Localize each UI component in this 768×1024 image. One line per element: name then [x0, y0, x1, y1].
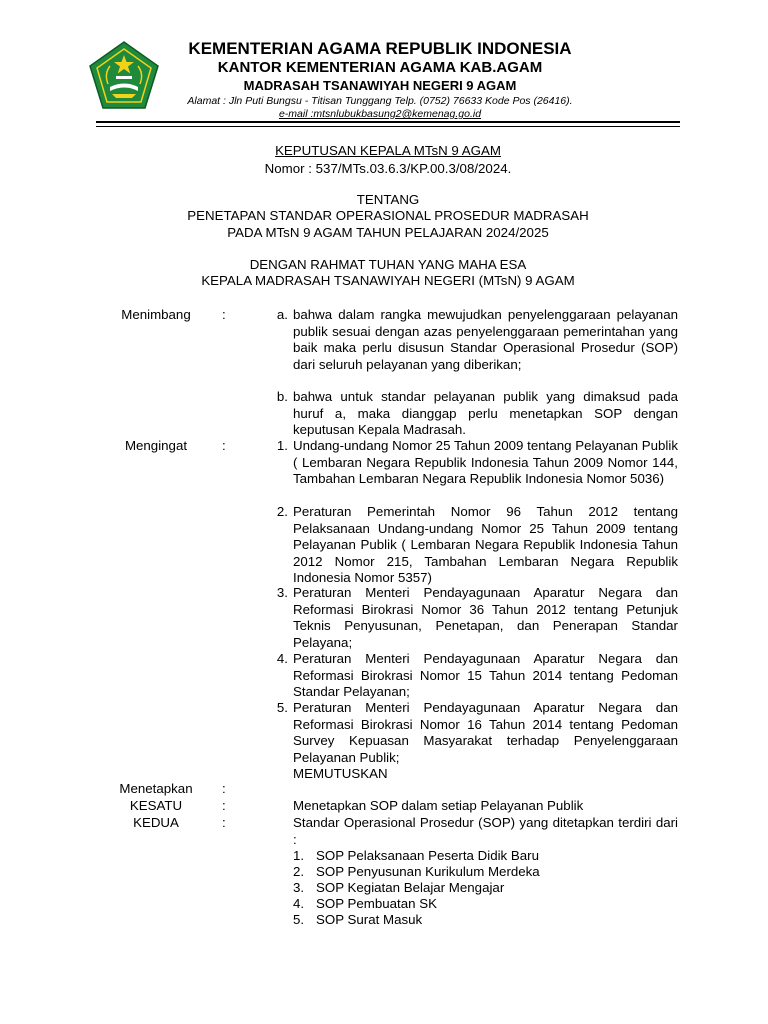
menimbang-label: Menimbang [121, 307, 191, 322]
mengingat-item-5: Peraturan Menteri Pendayagunaan Aparatur Negara dan Reformasi Birokrasi Nomor 16 Tahun 2014 tentang Pedoman Survey Kepuasan Masyarakat terhadap Penyelenggaraan Pelayanan Publik; [293, 700, 678, 765]
mengingat-colon: : [222, 438, 226, 453]
kesatu-colon: : [222, 798, 226, 813]
sop-marker: 2. [293, 864, 305, 879]
sop-item: SOP Penyusunan Kurikulum Merdeka [316, 864, 540, 879]
decree-number: Nomor : 537/MTs.03.6.3/KP.00.3/08/2024. [264, 161, 512, 176]
sop-marker: 5. [293, 912, 305, 927]
letterhead-ministry: KEMENTERIAN AGAMA REPUBLIK INDONESIA [188, 39, 572, 58]
menimbang-marker-b: b. [276, 389, 288, 404]
sop-item: SOP Surat Masuk [316, 912, 423, 927]
memutuskan-heading: MEMUTUSKAN [293, 766, 388, 781]
kesatu-label: KESATU [129, 798, 183, 813]
menimbang-colon: : [222, 307, 226, 322]
mengingat-item-3: Peraturan Menteri Pendayagunaan Aparatur Negara dan Reformasi Birokrasi Nomor 36 Tahun 2012 tentang Petunjuk Teknis Penyusunan, Penetapan, dan Penerapan Standar Pelayana; [293, 585, 678, 650]
menetapkan-colon: : [222, 781, 226, 796]
kesatu-text: Menetapkan SOP dalam setiap Pelayanan Publik [293, 798, 584, 813]
mengingat-marker-2: 2. [276, 504, 288, 519]
menetapkan-label: Menetapkan [119, 781, 193, 796]
letterhead-address: Alamat : Jln Puti Bungsu - Titisan Tunggang Telp. (0752) 76633 Kode Pos (26416). [187, 95, 573, 107]
sop-item: SOP Kegiatan Belajar Mengajar [316, 880, 505, 895]
mengingat-marker-5: 5. [276, 700, 288, 715]
mengingat-item-4: Peraturan Menteri Pendayagunaan Aparatur Negara dan Reformasi Birokrasi Nomor 15 Tahun 2014 tentang Pedoman Standar Pelayanan; [293, 651, 678, 700]
kedua-text: Standar Operasional Prosedur (SOP) yang ditetapkan terdiri dari : [293, 815, 678, 847]
kemenag-logo-icon [88, 40, 160, 112]
preamble-line1: DENGAN RAHMAT TUHAN YANG MAHA ESA [249, 257, 527, 272]
sop-item: SOP Pembuatan SK [316, 896, 437, 911]
kedua-label: KEDUA [133, 815, 179, 830]
menimbang-item-b: bahwa untuk standar pelayanan publik yang dimaksud pada huruf a, maka dianggap perlu menetapkan SOP dengan keputusan Kepala Madrasah. [293, 389, 678, 438]
letterhead-office: KANTOR KEMENTERIAN AGAMA KAB.AGAM [217, 59, 543, 76]
letterhead-rule-thick [96, 121, 680, 123]
decree-subject-line2: PADA MTsN 9 AGAM TAHUN PELAJARAN 2024/2025 [227, 225, 549, 240]
mengingat-item-2: Peraturan Pemerintah Nomor 96 Tahun 2012 tentang Pelaksanaan Undang-undang Nomor 25 Tahun 2009 tentang Pelayanan Publik ( Lembaran Negara Republik Indonesia Tahun 2012 Nomor 215, Tambahan Lembaran Negara Republik Indonesia Nomor 5357) [293, 504, 678, 586]
menimbang-marker-a: a. [276, 307, 288, 322]
letterhead-rule-thin [96, 126, 680, 127]
letterhead-school: MADRASAH TSANAWIYAH NEGERI 9 AGAM [243, 78, 517, 93]
sop-marker: 1. [293, 848, 305, 863]
menimbang-item-a: bahwa dalam rangka mewujudkan penyelenggaraan pelayanan publik sesuai dengan azas penyelenggaraan pemerintahan yang baik maka perlu disusun Standar Operasional Prosedur (SOP) dari seluruh pelayanan yang diberikan; [293, 307, 678, 372]
mengingat-label: Mengingat [124, 438, 188, 453]
sop-marker: 4. [293, 896, 305, 911]
sop-item: SOP Pelaksanaan Peserta Didik Baru [316, 848, 539, 863]
decree-about: TENTANG [356, 192, 420, 207]
decree-title: KEPUTUSAN KEPALA MTsN 9 AGAM [275, 143, 501, 158]
sop-marker: 3. [293, 880, 305, 895]
preamble-line2: KEPALA MADRASAH TSANAWIYAH NEGERI (MTsN) 9 AGAM [201, 273, 575, 288]
decree-subject-line1: PENETAPAN STANDAR OPERASIONAL PROSEDUR MADRASAH [187, 208, 589, 223]
letterhead-email: e-mail :mtsnlubukbasung2@kemenag.go.id [278, 108, 482, 120]
mengingat-marker-4: 4. [276, 651, 288, 666]
mengingat-marker-1: 1. [276, 438, 288, 453]
kedua-colon: : [222, 815, 226, 830]
mengingat-marker-3: 3. [276, 585, 288, 600]
mengingat-item-1: Undang-undang Nomor 25 Tahun 2009 tentang Pelayanan Publik ( Lembaran Negara Republik Indonesia Tahun 2009 Nomor 144, Tambahan Lembaran Negara Republik Indonesia Nomor 5036) [293, 438, 678, 487]
